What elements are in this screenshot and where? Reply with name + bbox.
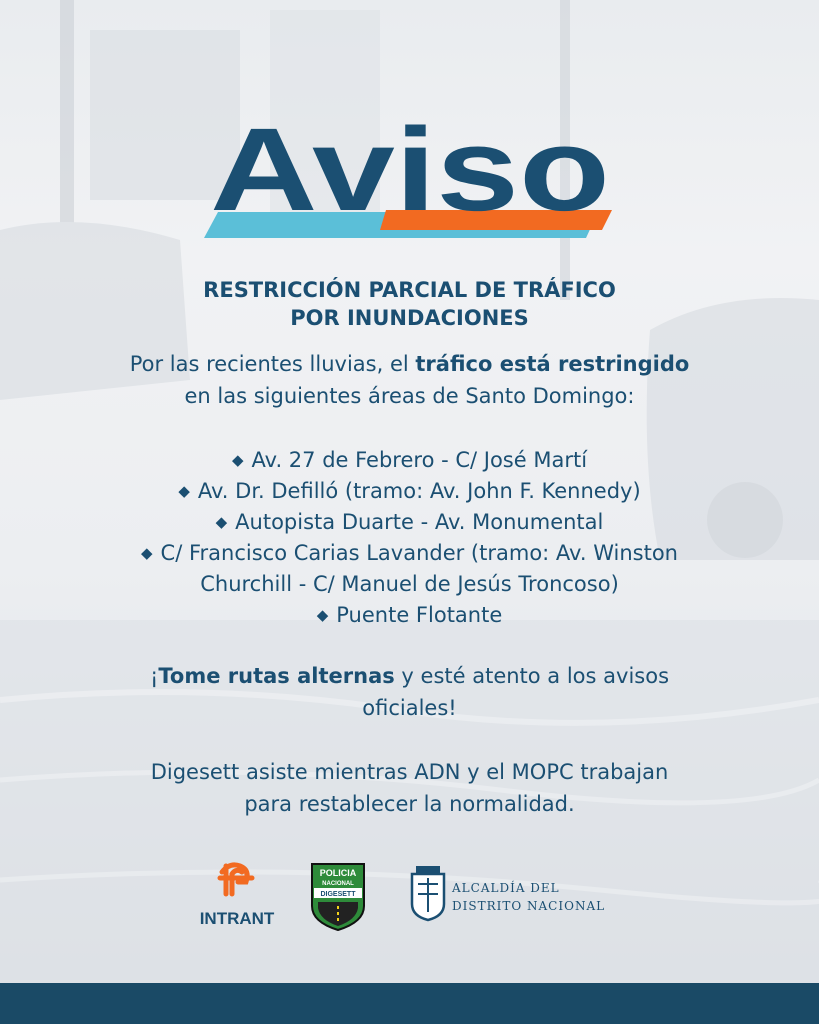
intrant-label: INTRANT: [199, 909, 275, 928]
list-item: ◆ C/ Francisco Carias Lavander (tramo: Av. Winston: [141, 541, 678, 565]
list-item: ◆ Av. Dr. Defilló (tramo: Av. John F. Kennedy): [178, 479, 641, 503]
svg-text:DISTRITO NACIONAL: DISTRITO NACIONAL: [452, 899, 606, 913]
diamond-bullet-icon: ◆: [231, 451, 244, 469]
sponsor-logos: [0, 858, 819, 938]
list-item: ◆ Puente Flotante: [316, 603, 503, 627]
list-item: ◆ Av. 27 de Febrero - C/ José Martí: [231, 448, 588, 472]
advice-line-2: oficiales!: [362, 696, 457, 720]
intro-text: Por las recientes lluvias, el: [129, 352, 416, 376]
intro-paragraph: [40, 348, 779, 412]
svg-text:NACIONAL: NACIONAL: [322, 881, 354, 887]
restricted-areas-list: [30, 445, 789, 631]
closing-line-1: Digesett asiste mientras ADN y el MOPC trabajan: [150, 760, 669, 784]
closing-paragraph: [40, 756, 779, 820]
aviso-headline: [0, 100, 819, 250]
svg-text:POLICIA: POLICIA: [319, 868, 357, 878]
intro-line-2: en las siguientes áreas de Santo Domingo:: [184, 384, 635, 408]
subtitle-line-1: RESTRICCIÓN PARCIAL DE TRÁFICO: [203, 278, 616, 302]
diamond-bullet-icon: ◆: [215, 513, 228, 531]
subtitle-line-2: POR INUNDACIONES: [290, 306, 529, 330]
advice-paragraph: ¡Tome rutas alternas y esté atento a los avisos oficiales!: [40, 660, 779, 724]
list-item-continuation: Churchill - C/ Manuel de Jesús Troncoso): [200, 572, 619, 596]
subtitle: [0, 276, 819, 332]
diamond-bullet-icon: ◆: [316, 606, 329, 624]
intro-bold: tráfico está restringido: [415, 352, 690, 376]
alcaldia-logo: [412, 866, 605, 920]
headline-title: Aviso: [210, 104, 610, 236]
list-item: ◆ Autopista Duarte - Av. Monumental: [215, 510, 604, 534]
svg-text:DIGESETT: DIGESETT: [320, 891, 356, 898]
advice-bold: Tome rutas alternas: [158, 664, 395, 688]
diamond-bullet-icon: ◆: [141, 544, 153, 562]
svg-text:ALCALDÍA DEL: ALCALDÍA DEL: [452, 881, 560, 895]
diamond-bullet-icon: ◆: [178, 482, 190, 500]
closing-line-2: para restablecer la normalidad.: [244, 792, 575, 816]
footer-bar: [0, 983, 819, 1024]
policia-digesett-shield: [312, 864, 364, 930]
intrant-logo: [200, 865, 275, 928]
